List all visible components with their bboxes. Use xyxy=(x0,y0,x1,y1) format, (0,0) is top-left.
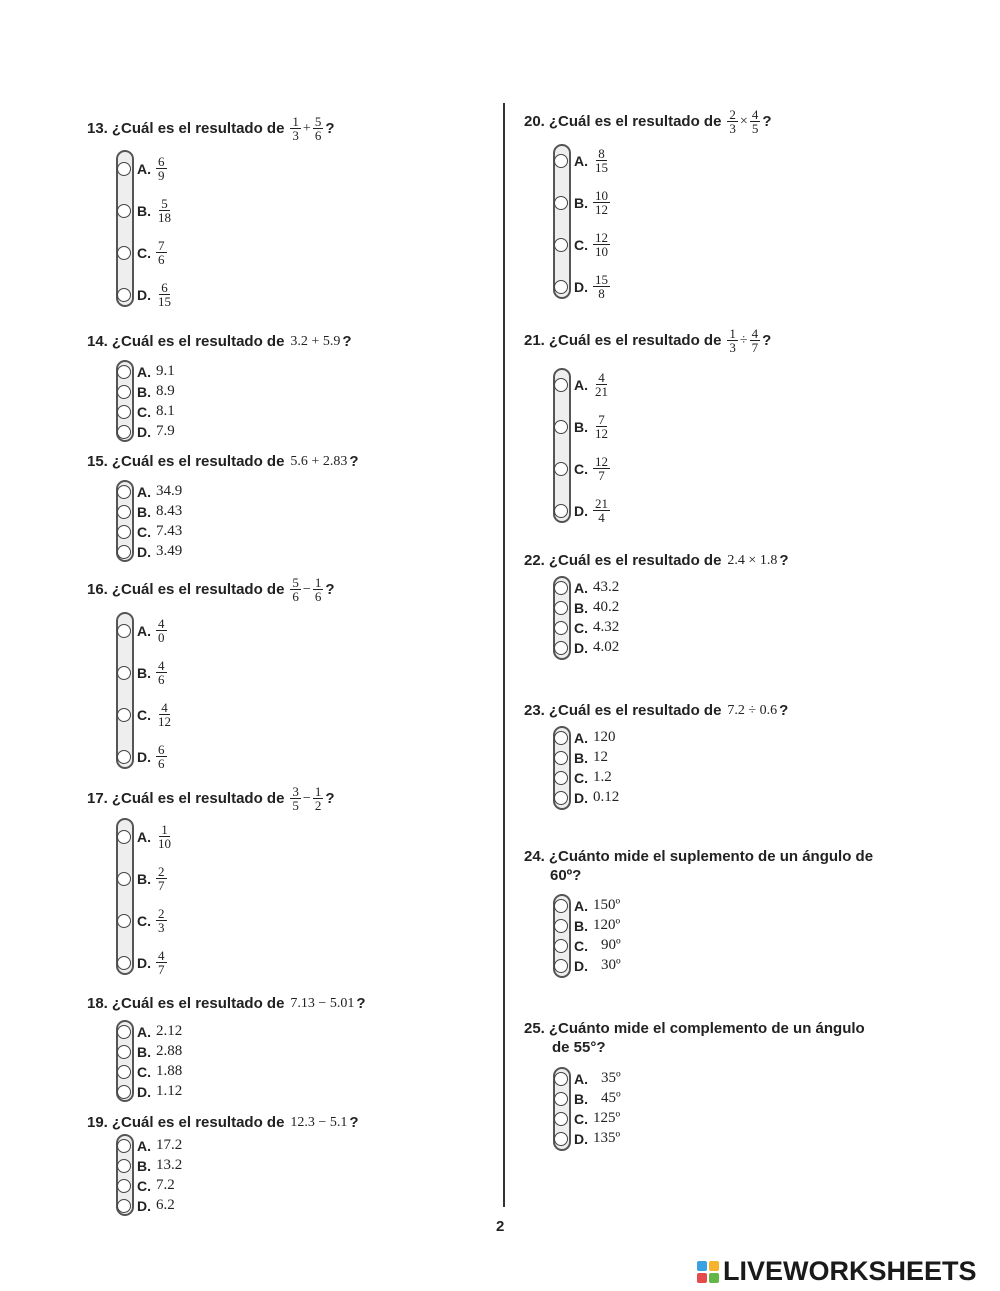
option-d[interactable]: D. $\frac{21}{4}$ xyxy=(553,497,610,524)
option-bubble[interactable] xyxy=(117,405,131,419)
option-d[interactable]: D. $\frac{6}{15}$ xyxy=(116,281,173,308)
option-c[interactable]: C. 8.1 xyxy=(116,403,175,420)
option-c[interactable]: C. 125º xyxy=(553,1110,620,1127)
option-bubble[interactable] xyxy=(554,919,568,933)
option-bubble[interactable] xyxy=(117,525,131,539)
option-a[interactable]: A. $\frac{6}{9}$ xyxy=(116,155,167,182)
option-d[interactable]: D. $\frac{6}{6}$ xyxy=(116,743,167,770)
question-16: 16. ¿Cuál es el resultado de $\frac{5}{6}$ − $\frac{1}{6}$ ? xyxy=(87,575,335,604)
question-16-expression: $\frac{5}{6}$ − $\frac{1}{6}$ xyxy=(292,575,322,604)
question-15-expression: 5.6 + 2.83 xyxy=(290,453,348,469)
option-bubble[interactable] xyxy=(554,771,568,785)
question-13 xyxy=(87,115,335,142)
question-19: 19. ¿Cuál es el resultado de 12.3 − 5.1 ? xyxy=(87,1114,359,1131)
option-a[interactable]: A. $\frac{4}{0}$ xyxy=(116,617,167,644)
question-17: 17. ¿Cuál es el resultado de $\frac{3}{5}$ − $\frac{1}{2}$ ? xyxy=(87,784,335,813)
option-d[interactable]: D. 30º xyxy=(553,957,621,974)
option-bubble[interactable] xyxy=(554,196,568,210)
question-17-expression: $\frac{3}{5}$ − $\frac{1}{2}$ xyxy=(292,784,322,813)
option-c[interactable]: C. 4.32 xyxy=(553,619,619,636)
option-b[interactable]: B. $\frac{4}{6}$ xyxy=(116,659,167,686)
option-bubble[interactable] xyxy=(117,425,131,439)
option-bubble[interactable] xyxy=(554,581,568,595)
option-bubble[interactable] xyxy=(554,731,568,745)
option-b[interactable]: B. 8.9 xyxy=(116,383,175,400)
option-bubble[interactable] xyxy=(554,751,568,765)
page-number: 2 xyxy=(496,1218,505,1235)
option-bubble[interactable] xyxy=(117,1045,131,1059)
option-c[interactable]: C. $\frac{4}{12}$ xyxy=(116,701,173,728)
question-18: 18. ¿Cuál es el resultado de 7.13 − 5.01 ? xyxy=(87,995,366,1012)
option-bubble[interactable] xyxy=(554,280,568,294)
option-bubble[interactable] xyxy=(117,708,131,722)
option-a[interactable]: A. 9.1 xyxy=(116,363,175,380)
question-22: 22. ¿Cuál es el resultado de 2.4 × 1.8 ? xyxy=(524,552,789,569)
option-bubble[interactable] xyxy=(117,162,131,176)
option-bubble[interactable] xyxy=(554,939,568,953)
option-bubble[interactable] xyxy=(117,624,131,638)
option-b[interactable]: B. 12 xyxy=(553,749,608,766)
option-b[interactable]: B. $\frac{2}{7}$ xyxy=(116,865,167,892)
option-c[interactable]: C. $\frac{2}{3}$ xyxy=(116,907,167,934)
option-c[interactable]: C. 1.88 xyxy=(116,1063,182,1080)
option-b[interactable]: B. 2.88 xyxy=(116,1043,182,1060)
option-c[interactable]: C. 1.2 xyxy=(553,769,612,786)
option-a[interactable]: A. 43.2 xyxy=(553,579,619,596)
option-bubble[interactable] xyxy=(554,791,568,805)
question-18-expression: 7.13 − 5.01 xyxy=(290,995,355,1011)
option-d[interactable]: D. 4.02 xyxy=(553,639,619,656)
option-bubble[interactable] xyxy=(117,1085,131,1099)
option-bubble[interactable] xyxy=(117,288,131,302)
option-bubble[interactable] xyxy=(554,621,568,635)
option-bubble[interactable] xyxy=(117,545,131,559)
option-a[interactable]: A. 2.12 xyxy=(116,1023,182,1040)
option-bubble[interactable] xyxy=(117,246,131,260)
option-bubble[interactable] xyxy=(117,1139,131,1153)
option-b[interactable]: B. 8.43 xyxy=(116,503,182,520)
option-c[interactable]: C. $\frac{12}{10}$ xyxy=(553,231,610,258)
option-d[interactable]: D. 0.12 xyxy=(553,789,619,806)
option-bubble[interactable] xyxy=(554,1132,568,1146)
logo-text: LIVEWORKSHEETS xyxy=(723,1256,977,1286)
question-14-expression: 3.2 + 5.9 xyxy=(290,333,341,349)
option-bubble[interactable] xyxy=(554,1112,568,1126)
option-c[interactable]: C. 90º xyxy=(553,937,621,954)
question-20-expression: $\frac{2}{3}$ × $\frac{4}{5}$ xyxy=(729,107,759,136)
question-21: 21. ¿Cuál es el resultado de $\frac{1}{3}$ ÷ $\frac{4}{7}$ ? xyxy=(524,326,772,355)
option-bubble[interactable] xyxy=(117,1179,131,1193)
option-bubble[interactable] xyxy=(554,899,568,913)
question-20: 20. ¿Cuál es el resultado de $\frac{2}{3}$ × $\frac{4}{5}$ ? xyxy=(524,107,772,136)
option-bubble[interactable] xyxy=(117,1025,131,1039)
option-bubble[interactable] xyxy=(554,238,568,252)
option-bubble[interactable] xyxy=(117,1065,131,1079)
option-a[interactable]: A. $\frac{8}{15}$ xyxy=(553,147,610,174)
option-bubble[interactable] xyxy=(117,914,131,928)
option-c[interactable]: C. 7.43 xyxy=(116,523,182,540)
question-21-expression: $\frac{1}{3}$ ÷ $\frac{4}{7}$ xyxy=(729,326,759,355)
option-d[interactable]: D. $\frac{15}{8}$ xyxy=(553,273,610,300)
option-b[interactable]: B. $\frac{7}{12}$ xyxy=(553,413,610,440)
option-b[interactable]: B. 40.2 xyxy=(553,599,619,616)
question-22-expression: 2.4 × 1.8 xyxy=(727,552,778,568)
option-bubble[interactable] xyxy=(117,956,131,970)
question-13-expression: $\frac{1}{3}$ + $\frac{5}{6}$ xyxy=(292,114,322,143)
option-c[interactable]: C. $\frac{7}{6}$ xyxy=(116,239,167,266)
option-a[interactable]: A. $\frac{1}{10}$ xyxy=(116,823,173,850)
question-23: 23. ¿Cuál es el resultado de 7.2 ÷ 0.6 ? xyxy=(524,702,789,719)
question-14: 14. ¿Cuál es el resultado de 3.2 + 5.9 ? xyxy=(87,333,352,350)
option-b[interactable]: B. 120º xyxy=(553,917,620,934)
option-bubble[interactable] xyxy=(554,504,568,518)
liveworksheets-logo[interactable] xyxy=(697,1256,977,1287)
option-d[interactable]: D. $\frac{4}{7}$ xyxy=(116,949,167,976)
option-a[interactable]: A. $\frac{4}{21}$ xyxy=(553,371,610,398)
option-d[interactable]: D. 3.49 xyxy=(116,543,182,560)
question-13-title: 13. ¿Cuál es el resultado de $\frac{1}{3}$ + $\frac{5}{6}$ ? xyxy=(87,114,335,143)
option-b[interactable]: B. $\frac{5}{18}$ xyxy=(116,197,173,224)
option-bubble[interactable] xyxy=(554,420,568,434)
option-a[interactable]: A. 34.9 xyxy=(116,483,182,500)
option-c[interactable]: C. $\frac{12}{7}$ xyxy=(553,455,610,482)
question-15: 15. ¿Cuál es el resultado de 5.6 + 2.83 ? xyxy=(87,453,359,470)
option-b[interactable]: B. 13.2 xyxy=(116,1157,182,1174)
question-23-expression: 7.2 ÷ 0.6 xyxy=(727,702,778,718)
option-bubble[interactable] xyxy=(117,385,131,399)
option-bubble[interactable] xyxy=(554,378,568,392)
option-bubble[interactable] xyxy=(117,750,131,764)
option-a[interactable]: A. 35º xyxy=(553,1070,621,1087)
option-bubble[interactable] xyxy=(117,1199,131,1213)
column-divider xyxy=(503,103,505,1207)
option-bubble[interactable] xyxy=(117,872,131,886)
option-a[interactable]: A. 150º xyxy=(553,897,620,914)
option-bubble[interactable] xyxy=(117,365,131,379)
option-a[interactable]: A. 120 xyxy=(553,729,616,746)
option-bubble[interactable] xyxy=(117,830,131,844)
question-24: 24. ¿Cuánto mide el suplemento de un ángulo de 60º? xyxy=(524,848,874,884)
option-bubble[interactable] xyxy=(117,204,131,218)
option-bubble[interactable] xyxy=(554,1072,568,1086)
option-bubble[interactable] xyxy=(554,641,568,655)
option-d[interactable]: D. 1.12 xyxy=(116,1083,182,1100)
option-d[interactable]: D. 6.2 xyxy=(116,1197,175,1214)
question-25: 25. ¿Cuánto mide el complemento de un ángulo de 55°? xyxy=(524,1020,865,1056)
option-bubble[interactable] xyxy=(554,959,568,973)
option-bubble[interactable] xyxy=(117,485,131,499)
option-bubble[interactable] xyxy=(117,1159,131,1173)
option-c[interactable]: C. 7.2 xyxy=(116,1177,175,1194)
option-bubble[interactable] xyxy=(554,601,568,615)
option-bubble[interactable] xyxy=(554,154,568,168)
option-bubble[interactable] xyxy=(554,1092,568,1106)
option-bubble[interactable] xyxy=(117,666,131,680)
option-d[interactable]: D. 7.9 xyxy=(116,423,175,440)
option-bubble[interactable] xyxy=(117,505,131,519)
option-b[interactable]: B. 45º xyxy=(553,1090,621,1107)
question-19-expression: 12.3 − 5.1 xyxy=(290,1114,348,1130)
option-b[interactable]: B. $\frac{10}{12}$ xyxy=(553,189,610,216)
option-bubble[interactable] xyxy=(554,462,568,476)
option-a[interactable]: A. 17.2 xyxy=(116,1137,182,1154)
logo-blocks-icon xyxy=(697,1261,719,1283)
option-d[interactable]: D. 135º xyxy=(553,1130,620,1147)
